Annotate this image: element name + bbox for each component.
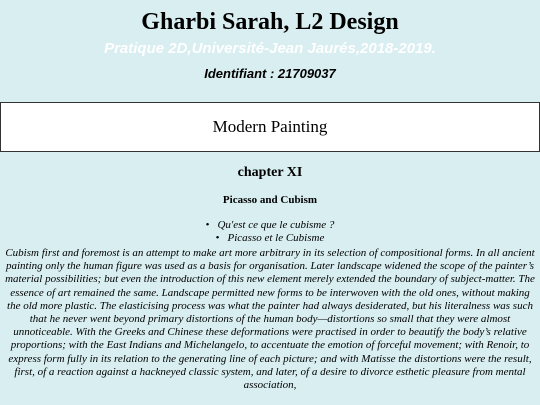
toc-list bbox=[0, 219, 540, 245]
toc-item-picasso[interactable] bbox=[0, 232, 540, 245]
section-heading: Picasso and Cubism bbox=[222, 194, 318, 206]
toc-item-label[interactable]: Picasso et le Cubisme bbox=[227, 232, 325, 244]
section-banner bbox=[0, 102, 540, 152]
toc-item-label[interactable]: Qu'est ce que le cubisme ? bbox=[217, 219, 335, 231]
page-subtitle: Pratique 2D,Université-Jean Jaurés,2018-2019. bbox=[104, 40, 436, 57]
toc-item-cubisme[interactable] bbox=[0, 219, 540, 232]
student-identifier: Identifiant : 21709037 bbox=[204, 66, 336, 81]
banner-title: Modern Painting bbox=[212, 117, 328, 136]
chapter-heading: chapter XI bbox=[237, 165, 303, 180]
page-title: Gharbi Sarah, L2 Design bbox=[141, 9, 399, 35]
body-paragraph: Cubism first and foremost is an attempt to make art more arbitrary in its selection of compositional forms. In all ancient painting only the human figure was used as a basis for organisation. Later landscape widened the scope of the painter’s material possibilities; but even the introduction of this new element merely extended the boundary of subject-matter. The essence of art remained the same. Landscape permitted new forms to be interwoven with the old ones, without making the old more plastic. The elasticising process was what the painter had always desiderated, but his literalness was such that he never went beyond primary distortions of the human body—distortions so small that they were almost unnoticeable. With the Greeks and Chinese these deformations were practised in order to beautify the body’s relative proportions; with the East Indians and Michelangelo, to accentuate the emotion of forceful movement; with Renoir, to express form fully in its relation to the generating line of each picture; and with Matisse the distortions were the result, first, of a reaction against a hackneyed classic system, and later, of a desire to divorce esthetic pleasure from mental association, bbox=[5, 247, 535, 392]
